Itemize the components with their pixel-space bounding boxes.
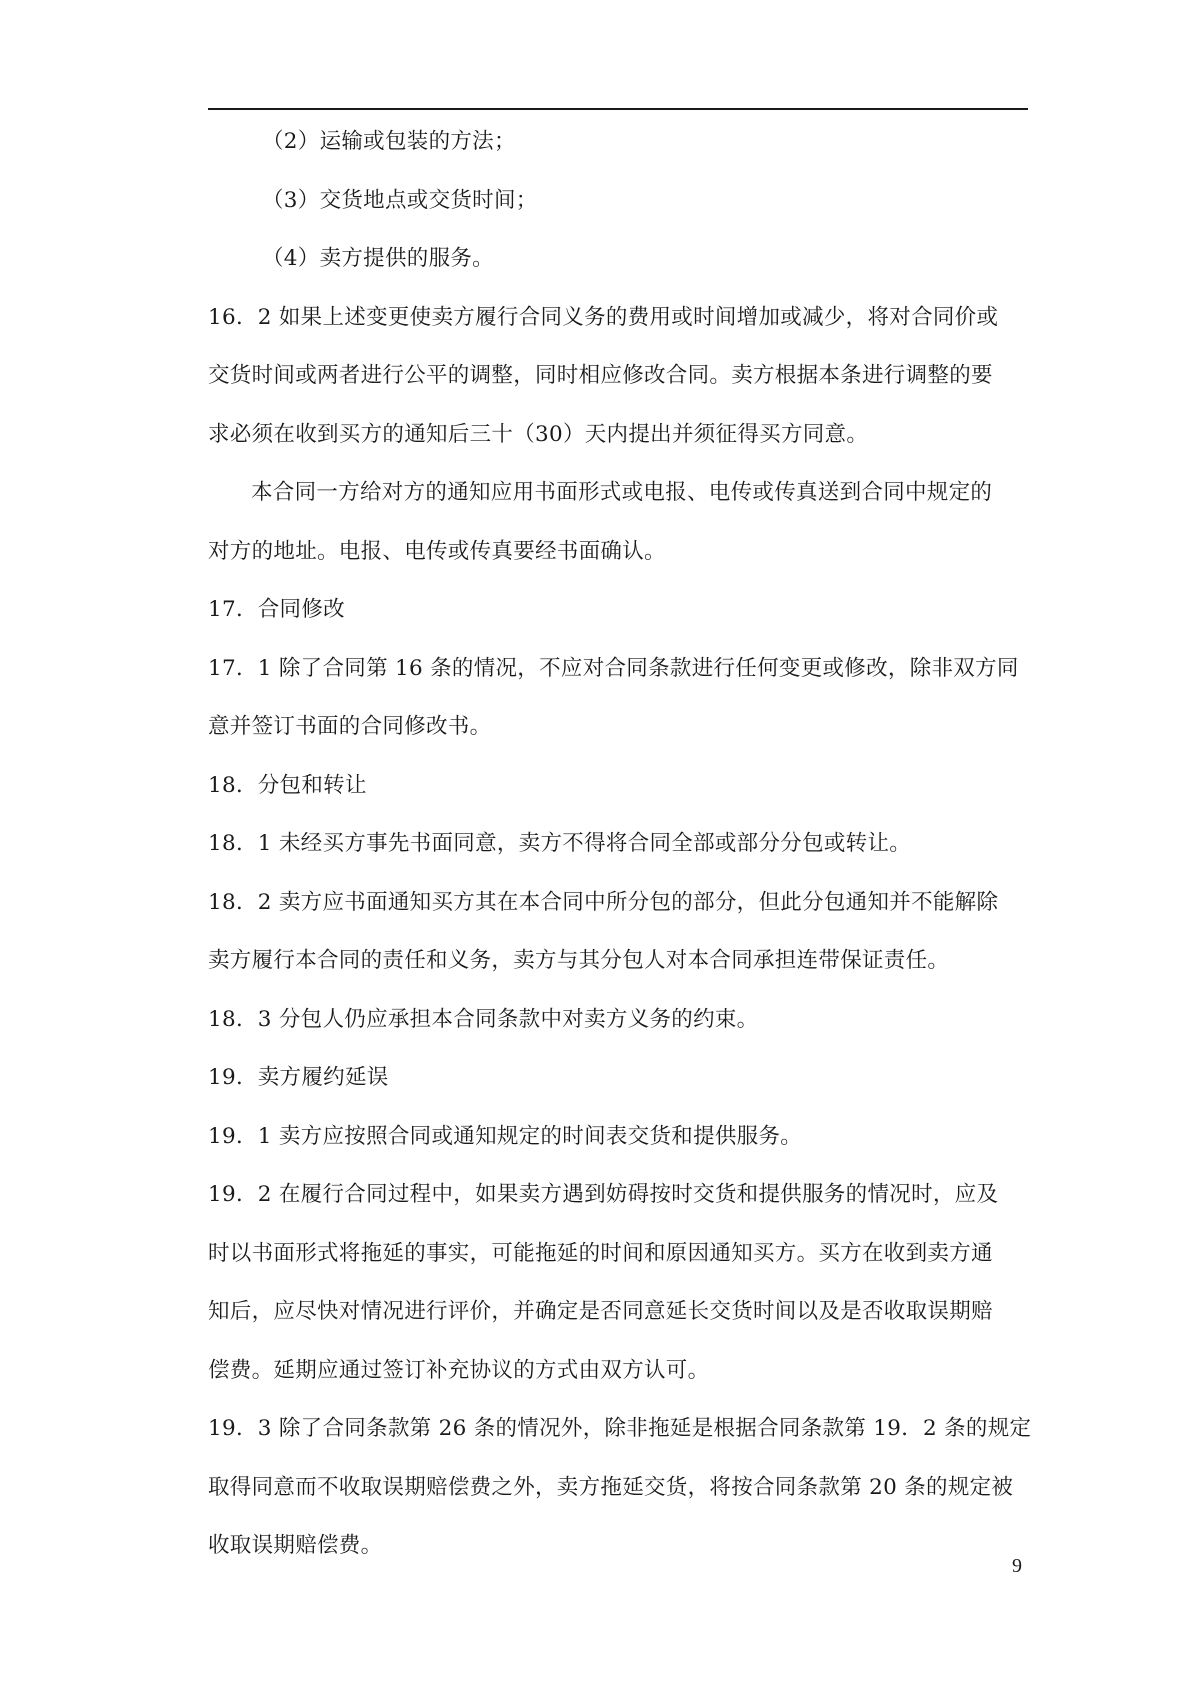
list-item: （2）运输或包装的方法； [262,129,516,154]
clause-line: 17．1 除了合同第 16 条的情况，不应对合同条款进行任何变更或修改，除非双方同 [208,655,1019,681]
clause-line: 18．1 未经买方事先书面同意，卖方不得将合同全部或部分分包或转让。 [208,831,912,856]
section-heading: 18．分包和转让 [208,772,367,798]
clause-line: 18．2 卖方应书面通知买方其在本合同中所分包的部分，但此分包通知并不能解除 [208,889,999,915]
clause-line: 知后，应尽快对情况进行评价，并确定是否同意延长交货时间以及是否收取误期赔 [208,1299,993,1324]
page-number: 9 [1012,1555,1022,1577]
clause-line: 18．3 分包人仍应承担本合同条款中对卖方义务的约束。 [208,1006,759,1032]
paragraph-line: 本合同一方给对方的通知应用书面形式或电报、电传或传真送到合同中规定的 [251,480,993,505]
clause-line: 意并签订书面的合同修改书。 [208,714,492,739]
clause-line: 卖方履行本合同的责任和义务，卖方与其分包人对本合同承担连带保证责任。 [208,948,950,973]
paragraph-line: 对方的地址。电报、电传或传真要经书面确认。 [208,538,666,564]
header-rule [208,108,1028,110]
clause-line: 时以书面形式将拖延的事实，可能拖延的时间和原因通知买方。买方在收到卖方通 [208,1240,993,1266]
clause-line: 19．1 卖方应按照合同或通知规定的时间表交货和提供服务。 [208,1123,803,1149]
section-heading: 19．卖方履约延误 [208,1065,389,1090]
clause-line: 求必须在收到买方的通知后三十（30）天内提出并须征得买方同意。 [208,421,869,447]
clause-line: 收取误期赔偿费。 [208,1533,383,1558]
clause-line: 19．3 除了合同条款第 26 条的情况外，除非拖延是根据合同条款第 19．2 条的规定 [208,1416,1032,1441]
clause-line: 取得同意而不收取误期赔偿费之外，卖方拖延交货，将按合同条款第 20 条的规定被 [208,1474,1014,1500]
list-item: （4）卖方提供的服务。 [262,246,494,271]
section-heading: 17．合同修改 [208,597,345,622]
clause-line: 16．2 如果上述变更使卖方履行合同义务的费用或时间增加或减少，将对合同价或 [208,304,999,330]
document-body [208,113,1030,1576]
clause-line: 19．2 在履行合同过程中，如果卖方遇到妨碍按时交货和提供服务的情况时，应及 [208,1182,999,1207]
clause-line: 偿费。延期应通过签订补充协议的方式由双方认可。 [208,1357,710,1383]
list-item: （3）交货地点或交货时间； [262,187,538,213]
clause-line: 交货时间或两者进行公平的调整，同时相应修改合同。卖方根据本条进行调整的要 [208,363,993,388]
